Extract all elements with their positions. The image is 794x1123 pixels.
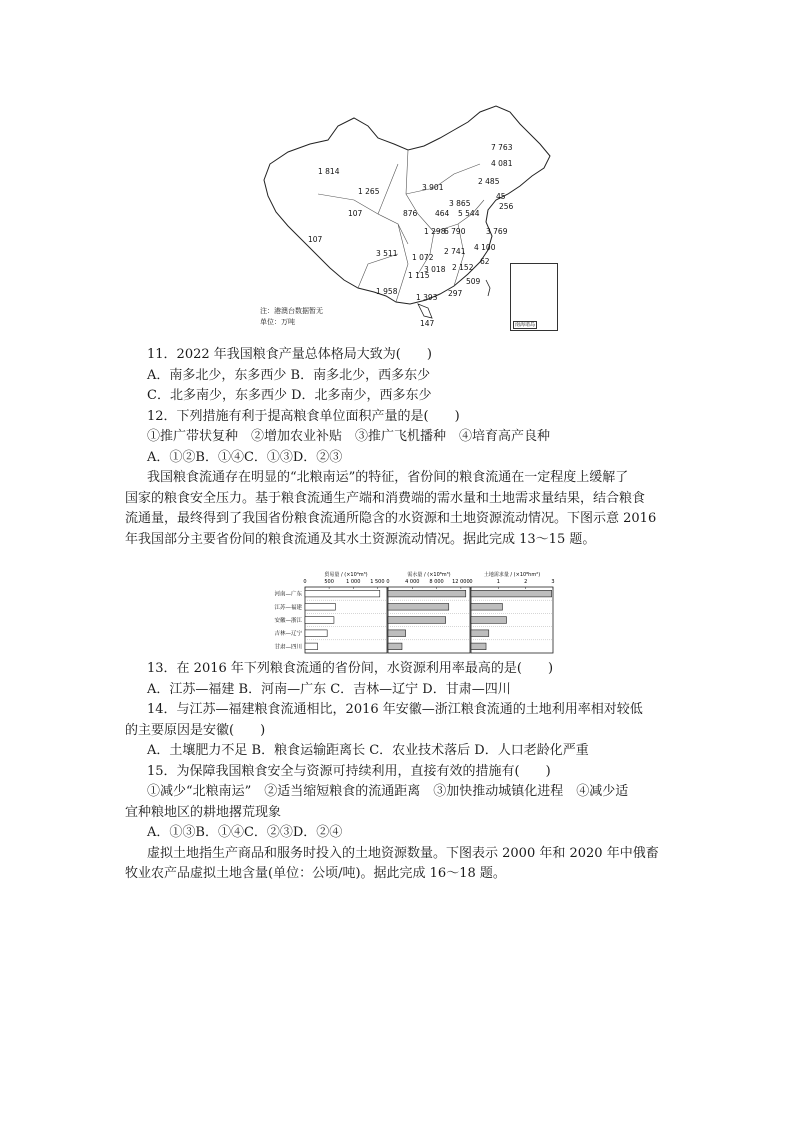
q13-options: A．江苏—福建 B．河南—广东 C．吉林—辽宁 D．甘肃—四川 (147, 681, 511, 697)
map-value: 2 152 (452, 263, 474, 272)
passage2-line: 牧业农产品虚拟土地含量(单位：公顷/吨)。据此完成 16～18 题。 (125, 866, 506, 881)
map-value: 147 (420, 319, 435, 328)
passage1-line: 我国粮食流通存在明显的“北粮南运”的特征，省份间的粮食流通在一定程度上缓解了 (147, 470, 629, 485)
map-value: 7 763 (491, 143, 513, 152)
map-unit: 单位：万吨 (260, 318, 295, 326)
bar (305, 617, 334, 624)
map-value: 4 100 (474, 243, 496, 252)
q11-options-2: C．北多南少，东多西少 D．北多南少，西多东少 (147, 388, 432, 403)
q11-options-1: A．南多北少，东多西少 B．南多北少，西多东少 (147, 367, 431, 383)
category-label: 安徽—浙江 (274, 618, 302, 624)
map-value: 297 (448, 289, 463, 298)
tick-label: 1 000 (346, 579, 361, 585)
bar (471, 604, 502, 611)
tick-label: 3 (551, 579, 555, 585)
map-value: 464 (435, 209, 450, 218)
category-label: 河南—广东 (274, 591, 302, 598)
question-block-upper (125, 345, 657, 550)
map-value: 509 (466, 277, 481, 286)
tick-label: 12 000 (452, 579, 470, 585)
map-value: 1 265 (358, 187, 380, 196)
tick-label: 0 (469, 579, 473, 585)
bar (471, 617, 507, 624)
q14-stem-2: 的主要原因是安徽( ) (125, 722, 266, 738)
q13-stem: 13．在 2016 年下列粮食流通的省份间，水资源利用率最高的是( ) (147, 661, 554, 676)
passage1-line: 流通量，最终得到了我国省份粮食流通所隐含的水资源和土地资源流动情况。下图示意 2016 (125, 511, 657, 526)
map-value: 4 081 (491, 159, 513, 168)
bar (471, 643, 486, 650)
q14-options: A．土壤肥力不足 B．粮食运输距离长 C．农业技术落后 D．人口老龄化严重 (147, 743, 589, 758)
tick-label: 1 500 (370, 579, 385, 585)
passage1-line: 国家的粮食安全压力。基于粮食流通生产端和消费端的需水量和土地需求量结果，结合粮食 (125, 490, 646, 506)
tick-label: 1 (496, 579, 500, 585)
passage2-line: 虚拟土地指生产商品和服务时投入的土地资源数量。下图表示 2000 年和 2020 年中俄畜 (147, 845, 659, 861)
map-value: 2 485 (478, 177, 500, 186)
map-value: 256 (499, 202, 514, 211)
map-value: 3 769 (486, 227, 508, 236)
bar (471, 630, 489, 637)
inset-caption: 南海诸岛 (515, 322, 536, 328)
tick-label: 4 000 (405, 579, 420, 585)
bar (388, 643, 402, 650)
series-header: 土地需求量 / (×10⁸hm²) (483, 572, 541, 578)
map-value: 1 115 (408, 271, 430, 280)
q15-items-2: 宜种粮地区的耕地撂荒现象 (125, 804, 282, 820)
tick-label: 0 (386, 579, 390, 585)
map-value: 876 (403, 209, 418, 218)
q12-options: A．①②B．①④C．①③D．②③ (147, 449, 343, 465)
map-value: 1 298 (424, 227, 446, 236)
map-value: 1 958 (376, 287, 398, 296)
map-value: 3 511 (376, 249, 398, 258)
series-header: 贸易量 / (×10⁴m³) (324, 572, 368, 578)
tick-label: 2 (524, 579, 528, 585)
q15-stem: 15．为保障我国粮食安全与资源可持续利用，直接有效的措施有( ) (147, 763, 551, 779)
map-value: 1 814 (318, 167, 340, 176)
tick-label: 500 (324, 579, 334, 585)
map-note: 注：港澳台数据暂无 (260, 307, 323, 315)
bar (388, 617, 446, 624)
q15-options: A．①③B．①④C．②③D．②④ (147, 825, 343, 840)
map-value: 1 393 (416, 293, 438, 302)
map-value: 45 (496, 192, 506, 201)
passage1-line: 年我国部分主要省份间的粮食流通及其水土资源流动情况。据此完成 13～15 题。 (125, 531, 596, 547)
chart-svg (255, 571, 555, 655)
q12-items: ①推广带状复种 ②增加农业补贴 ③推广飞机播种 ④培育高产良种 (147, 429, 551, 444)
bar (305, 643, 318, 650)
bar (471, 590, 552, 597)
bar (305, 590, 380, 597)
bar (305, 604, 335, 611)
map-value: 107 (348, 209, 363, 218)
question-block-lower (125, 659, 659, 885)
map-value: 5 544 (458, 209, 480, 218)
q15-items-1: ①减少“北粮南运” ②适当缩短粮食的流通距离 ③加快推动城镇化进程 ④减少适 (147, 784, 629, 799)
south-china-sea-inset (510, 263, 558, 331)
map-value: 6 790 (444, 227, 466, 236)
grain-flow-chart (255, 571, 555, 655)
bar (305, 630, 327, 637)
map-value: 1 072 (412, 253, 434, 262)
tick-label: 8 000 (429, 579, 444, 585)
map-value: 3 865 (449, 199, 471, 208)
category-label: 江苏—福建 (274, 604, 302, 611)
bar (388, 590, 466, 597)
q12-stem: 12．下列措施有利于提高粮食单位面积产量的是( ) (147, 408, 460, 424)
q11-stem: 11．2022 年我国粮食产量总体格局大致为( ) (147, 347, 432, 362)
q14-stem-1: 14．与江苏—福建粮食流通相比，2016 年安徽—浙江粮食流通的土地利用率相对较低 (147, 702, 643, 717)
category-label: 吉林—辽宁 (274, 631, 302, 638)
bar (388, 604, 449, 611)
map-value: 107 (308, 235, 323, 244)
map-value: 3 901 (422, 183, 444, 192)
map-value: 2 741 (444, 247, 466, 256)
category-label: 甘肃—四川 (274, 644, 302, 651)
map-value: 62 (480, 257, 490, 266)
china-grain-map (258, 104, 570, 330)
series-header: 需水量 / (×10⁸m³) (407, 572, 451, 578)
bar (388, 630, 406, 637)
map-value: 3 018 (424, 265, 446, 274)
tick-label: 0 (303, 579, 307, 585)
